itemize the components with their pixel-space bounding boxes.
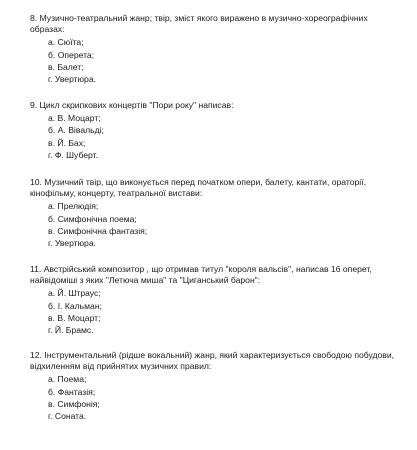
answer-option-d: г. Соната.: [48, 410, 87, 421]
answer-option-a: а. Й. Штраус;: [48, 288, 101, 299]
answer-option-b: б. І. Кальман;: [48, 300, 102, 311]
answer-options: [30, 36, 400, 85]
answer-option-a: а. Прелюдія;: [48, 201, 99, 212]
question-12: [30, 350, 400, 422]
question-10: [30, 177, 400, 249]
answer-option-c: в. Балет;: [48, 61, 84, 72]
answer-option-c: в. Й. Бах;: [48, 137, 86, 148]
answer-options: [30, 112, 400, 161]
answer-option-a: а. Сюїта;: [48, 37, 84, 48]
answer-option-b: б. Оперета;: [48, 49, 95, 60]
question-8: [30, 13, 400, 85]
answer-option-b: б. Фантазія;: [48, 386, 96, 397]
answer-option-b: б. Симфонічна поема;: [48, 213, 137, 224]
answer-option-d: г. Увертюра.: [48, 73, 97, 84]
answer-option-a: а. Поема;: [48, 374, 87, 385]
question-stem: 9. Цикл скрипкових концертів "Пори року" написав:: [30, 100, 234, 110]
answer-option-d: г. Ф. Шуберт.: [48, 149, 99, 160]
question-stem: 8. Музично-театральний жанр; твір, зміст якого виражено в музично-хореографічних образах:: [30, 13, 368, 35]
question-stem: 10. Музичний твір, що виконується перед початком опери, балету, кантати, ораторії, кінофільму, концерту, театральної вистави:: [30, 177, 366, 199]
answer-options: [30, 200, 400, 249]
question-9: [30, 100, 400, 161]
answer-option-c: в. В. Моцарт;: [48, 312, 101, 323]
question-stem: 11. Австрійський композитор , що отримав титул "короля вальсів", написав 16 оперет, найвідоміші з яких "Летюча миша" та "Циганський барон":: [30, 264, 372, 286]
answer-option-b: б. А. Вівальді;: [48, 125, 104, 136]
answer-option-d: г. Й. Брамс.: [48, 324, 94, 335]
question-stem: 12. Інструментальний (рідше вокальний) жанр, який характеризується свободою побудови, відхиленням від прийнятих музичних правил:: [30, 350, 395, 372]
answer-option-c: в. Симфонічна фантазія;: [48, 225, 148, 236]
question-11: [30, 264, 400, 336]
answer-options: [30, 287, 400, 336]
answer-options: [30, 373, 400, 422]
answer-option-d: г. Увертюра.: [48, 237, 97, 248]
answer-option-a: а. В. Моцарт;: [48, 113, 101, 124]
answer-option-c: в. Симфонія;: [48, 398, 100, 409]
